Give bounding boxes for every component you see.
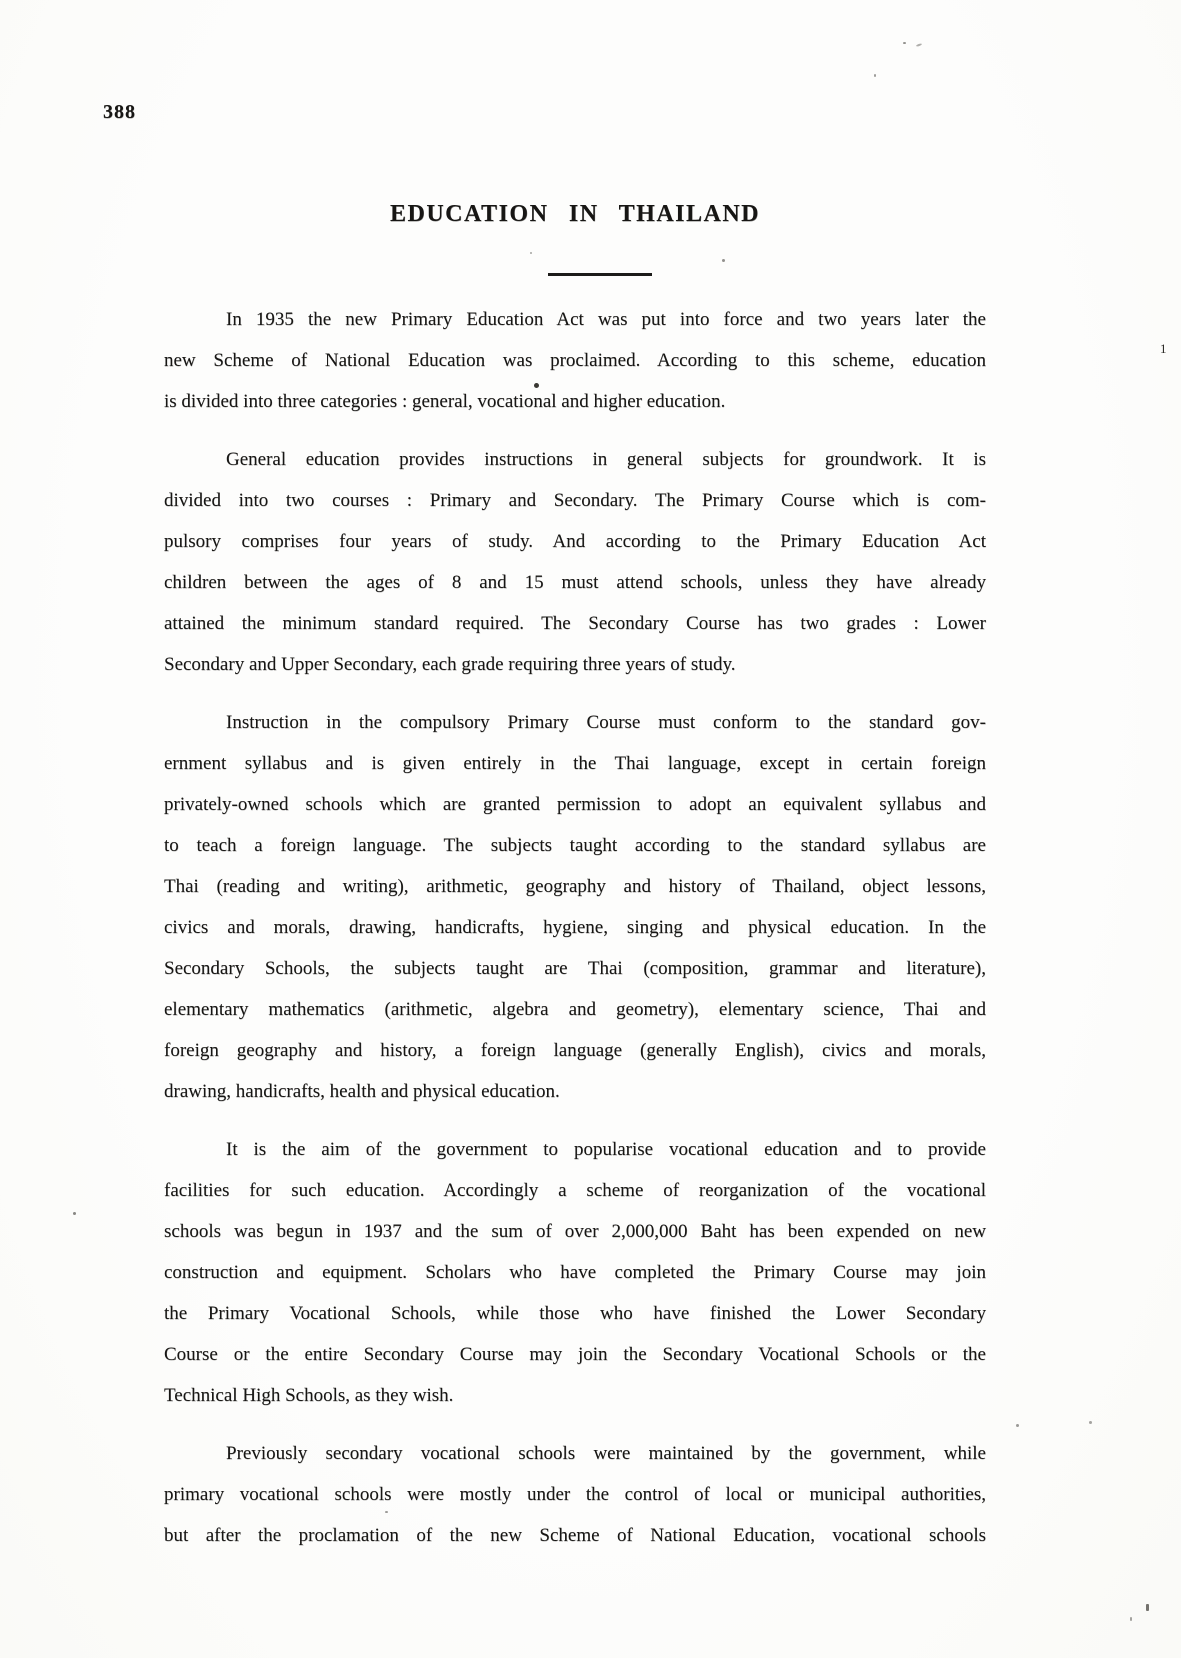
text-line: Secondary and Upper Secondary, each grade requiring three years of study. [164,654,736,675]
document-body [164,299,986,1556]
paragraph [164,1433,986,1556]
text-line: foreign geography and history, a foreign language (generally English), civics and morals, [164,1040,986,1061]
ink-speck [1089,1421,1092,1424]
ink-speck [1016,1424,1019,1427]
text-line: to teach a foreign language. The subjects taught according to the standard syllabus are [164,835,986,856]
paragraph [164,702,986,1112]
text-line: children between the ages of 8 and 15 must attend schools, unless they have already [164,572,986,593]
text-line: Technical High Schools, as they wish. [164,1385,454,1406]
ink-speck [73,1212,76,1215]
text-line: elementary mathematics (arithmetic, algebra and geometry), elementary science, Thai and [164,999,986,1020]
ink-speck [385,1511,388,1513]
title-divider [548,273,652,276]
page-title: EDUCATION IN THAILAND [390,201,760,227]
ink-speck [1130,1617,1132,1621]
text-line: construction and equipment. Scholars who have completed the Primary Course may join [164,1262,986,1283]
text-line: civics and morals, drawing, handicrafts, hygiene, singing and physical education. In the [164,917,986,938]
text-line: the Primary Vocational Schools, while those who have finished the Lower Secondary [164,1303,986,1324]
ink-speck [874,74,876,77]
ink-speck [530,252,532,254]
ink-speck [916,43,922,47]
text-line: divided into two courses : Primary and Secondary. The Primary Course which is com- [164,490,986,511]
text-line: privately-owned schools which are granted permission to adopt an equivalent syllabus and [164,794,986,815]
text-line: General education provides instructions in general subjects for groundwork. It is [226,449,986,470]
text-line: Thai (reading and writing), arithmetic, geography and history of Thailand, object lessons, [164,876,986,897]
text-line: new Scheme of National Education was proclaimed. According to this scheme, education [164,350,986,371]
ink-speck [722,259,725,262]
text-line: attained the minimum standard required. The Secondary Course has two grades : Lower [164,613,986,634]
text-line: facilities for such education. Accordingly a scheme of reorganization of the vocational [164,1180,986,1201]
text-line: is divided into three categories : general, vocational and higher education. [164,391,726,412]
text-line: schools was begun in 1937 and the sum of over 2,000,000 Baht has been expended on new [164,1221,986,1242]
text-line: but after the proclamation of the new Scheme of National Education, vocational schools [164,1525,986,1546]
ink-speck [1146,1604,1149,1611]
ink-speck [903,42,906,44]
paragraph [164,299,986,422]
text-line: It is the aim of the government to popularise vocational education and to provide [226,1139,986,1160]
text-line: Instruction in the compulsory Primary Course must conform to the standard gov- [226,712,986,733]
text-line: Previously secondary vocational schools were maintained by the government, while [226,1443,986,1464]
text-line: drawing, handicrafts, health and physical education. [164,1081,560,1102]
text-line: Course or the entire Secondary Course may join the Secondary Vocational Schools or the [164,1344,986,1365]
paragraph [164,1129,986,1416]
ink-speck [534,383,539,388]
page-number: 388 [103,101,136,123]
text-line: pulsory comprises four years of study. And according to the Primary Education Act [164,531,986,552]
text-line: ernment syllabus and is given entirely in the Thai language, except in certain foreign [164,753,986,774]
paragraph [164,439,986,685]
footnote-mark: 1 [1160,341,1167,356]
text-line: Secondary Schools, the subjects taught are Thai (composition, grammar and literature), [164,958,986,979]
text-line: In 1935 the new Primary Education Act was put into force and two years later the [226,309,986,330]
text-line: primary vocational schools were mostly under the control of local or municipal authorities, [164,1484,986,1505]
